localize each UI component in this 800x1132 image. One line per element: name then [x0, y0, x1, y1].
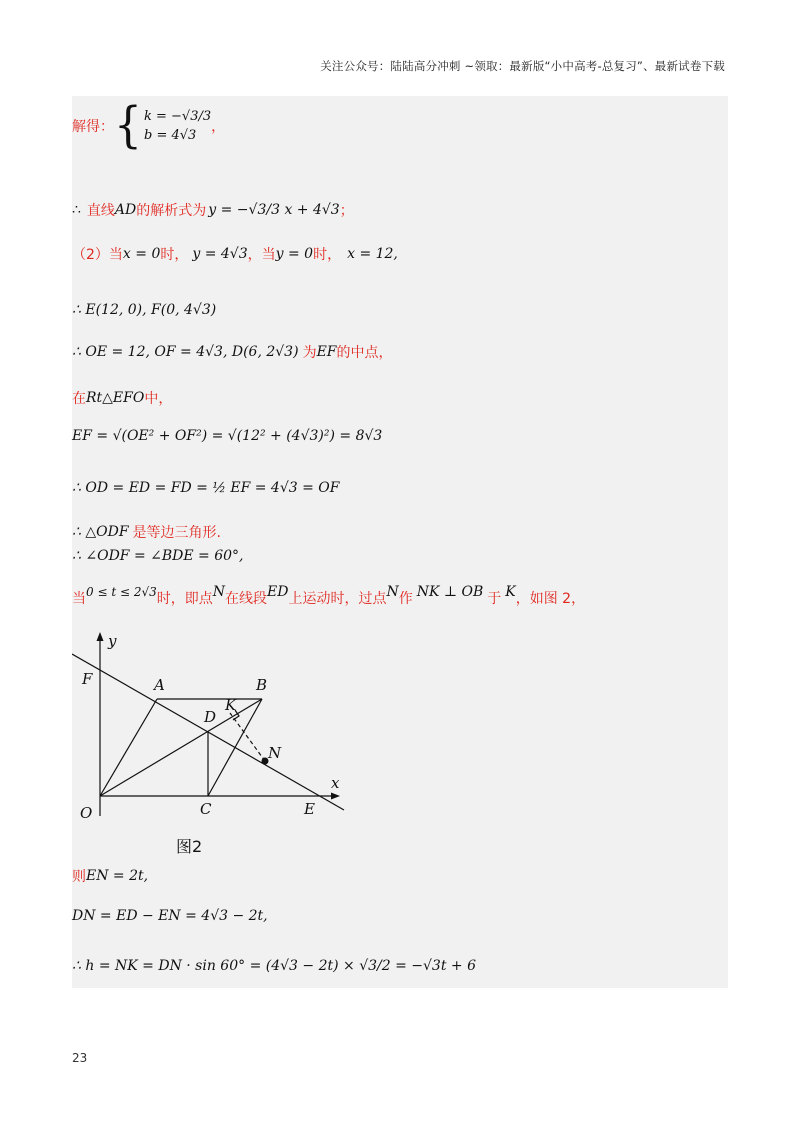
text-segment: 时， [160, 247, 189, 263]
solution-line-8: ∴ OD = ED = FD = ½ EF = 4√3 = OF [72, 480, 340, 496]
label-a: A [154, 676, 165, 694]
solution-line-5 [72, 342, 393, 362]
label-x: x [331, 774, 340, 792]
text-segment: 中， [144, 391, 173, 407]
text-segment: 时， [313, 247, 342, 263]
label-o: O [80, 804, 93, 822]
text-segment: 上运动时，过点 [288, 591, 387, 607]
math-inline: Rt△EFO [86, 390, 145, 406]
text-segment: 直线 [86, 203, 115, 219]
page-number: 23 [72, 1051, 88, 1065]
text-segment: 时，即点 [156, 591, 213, 607]
label-b: B [256, 676, 268, 694]
brace-symbol: { [114, 97, 142, 154]
math-inline: ∴ △ODF [72, 524, 129, 540]
text-segment: 的中点， [336, 345, 393, 361]
solution-line-11 [72, 584, 586, 608]
text-segment: （2）当 [72, 247, 123, 263]
math-inline: NK ⊥ OB [416, 584, 484, 600]
text-segment: 作 [398, 591, 413, 607]
text-segment: 是等边三角形. [132, 525, 221, 541]
segment-ed: ED [267, 584, 289, 600]
system-row-k: k = −√3/3 [144, 109, 212, 124]
point-n: N [386, 584, 399, 600]
text-segment: ，当 [247, 247, 276, 263]
text-segment: 在线段 [225, 591, 267, 607]
solution-line-14: ∴ h = NK = DN · sin 60° = (4√3 − 2t) × √3/2 = −√3t + 6 [72, 958, 477, 974]
x-axis-arrow [331, 793, 340, 800]
point-n: N [212, 584, 225, 600]
semicolon: ； [339, 203, 354, 219]
system-row-b: b = 4√3 [144, 128, 197, 143]
solution-content [72, 96, 728, 988]
segment-ef: EF [316, 344, 337, 360]
label-y: y [108, 632, 117, 650]
comma: ， [211, 119, 226, 135]
text-segment: 当 [72, 591, 86, 607]
solution-line-12 [72, 866, 148, 886]
text-segment: 的解析式为 [136, 203, 207, 219]
math-inline: ∴ OE = 12, OF = 4√3, D(6, 2√3) [72, 344, 299, 360]
therefore-symbol: ∴ [72, 202, 81, 218]
text-segment: ，如图 2， [515, 591, 586, 607]
solution-line-3 [72, 244, 398, 264]
solution-line-6 [72, 388, 172, 408]
point-k: K [505, 584, 516, 600]
text-segment: 为 [302, 345, 317, 361]
segment-nk [230, 713, 265, 761]
label-c: C [200, 800, 212, 818]
label-e: E [304, 800, 315, 818]
solution-line-7: EF = √(OE² + OF²) = √(12² + (4√3)²) = 8√3 [72, 428, 383, 444]
text-segment: 于 [487, 591, 502, 607]
segment-oa [100, 699, 157, 796]
line-name-ad: AD [114, 202, 137, 218]
math-inline: y = 0 [275, 246, 314, 262]
equation-system [114, 97, 212, 154]
math-inline: 0 ≤ t ≤ 2√3 [86, 585, 157, 599]
figure-caption: 图2 [176, 837, 203, 856]
text-segment: 则 [72, 869, 86, 885]
solve-label: 解得： [72, 119, 114, 135]
label-n: N [268, 744, 282, 762]
text-segment: 在 [72, 391, 86, 407]
line-ad-formula: y = −√3/3 x + 4√3 [208, 202, 340, 218]
y-axis-arrow [97, 632, 104, 641]
solution-line-2 [72, 200, 354, 220]
page-header: 关注公众号：陆陆高分冲刺 ~领取：最新版“小中高考-总复习”、最新试卷下载 [320, 59, 725, 73]
geometry-figure [72, 630, 362, 860]
math-inline: x = 0 [122, 246, 161, 262]
label-d: D [204, 708, 217, 726]
math-inline: x = 12, [347, 246, 398, 262]
math-inline: y = 4√3 [192, 246, 248, 262]
solution-line-1 [72, 97, 226, 154]
solution-line-13: DN = ED − EN = 4√3 − 2t, [72, 908, 268, 924]
solution-line-9 [72, 522, 221, 542]
math-inline: EN = 2t, [86, 868, 149, 884]
solution-line-4: ∴ E(12, 0), F(0, 4√3) [72, 302, 217, 318]
label-k: K [225, 696, 237, 714]
label-f: F [82, 670, 93, 688]
solution-line-10: ∴ ∠ODF = ∠BDE = 60°, [72, 548, 244, 564]
